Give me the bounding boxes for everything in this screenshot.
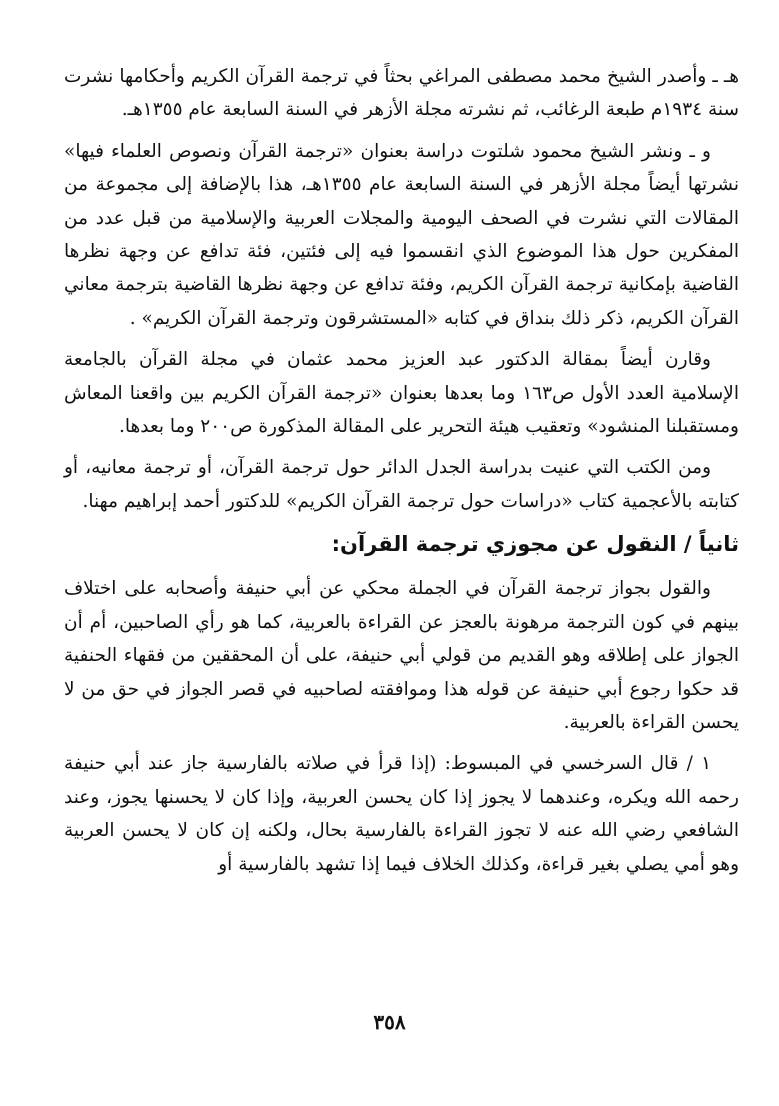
section-heading: ثانياً / النقول عن مجوزي ترجمة القرآن:: [331, 532, 739, 557]
page-number: ٣٥٨: [373, 1010, 406, 1034]
paragraph-abdulaziz-uthman: وقارن أيضاً بمقالة الدكتور عبد العزيز محمد عثمان في مجلة القرآن بالجامعة الإسلامية العدد الأول ص١٦٣ وما بعدها بعنوان «ترجمة القرآن الكريم بين واقعنا المعاش ومستقبلنا المنشود» وتعقيب هيئة التحرير على المقالة المذكورة ص٢٠٠ وما بعدها.: [64, 349, 739, 438]
paragraph-shaltut: و ـ ونشر الشيخ محمود شلتوت دراسة بعنوان «ترجمة القرآن ونصوص العلماء فيها» نشرتها أيضاً مجلة الأزهر في السنة السابعة عام ١٣٥٥هـ، هذا بالإضافة إلى مجموعة من المقالات التي نشرت في الصحف اليومية والمجلات العربية والإسلامية من قبل عدد من المفكرين حول هذا الموضوع الذي انقسموا فيه إلى فئتين، فئة تدافع عن وجهة نظرها القاضية بإمكانية ترجمة القرآن الكريم، وفئة تدافع عن وجهة نظرها القاضية بترجمة معاني القرآن الكريم، ذكر ذلك بنداق في كتابه «المستشرقون وترجمة القرآن الكريم» .: [64, 140, 739, 329]
paragraph-al-maraghi: هـ ـ وأصدر الشيخ محمد مصطفى المراغي بحثاً في ترجمة القرآن الكريم وأحكامها نشرت سنة ١٩٣٤م طبعة الرغائب، ثم نشرته مجلة الأزهر في السنة السابعة عام ١٣٥٥هـ.: [64, 66, 739, 121]
paragraph-books: ومن الكتب التي عنيت بدراسة الجدل الدائر حول ترجمة القرآن، أو ترجمة معانيه، أو كتابته بالأعجمية كتاب «دراسات حول ترجمة القرآن الكريم» للدكتور أحمد إبراهيم مهنا.: [64, 457, 739, 512]
page-body: [64, 60, 739, 889]
paragraph-sarakhsi-quote: ١ / قال السرخسي في المبسوط: (إذا قرأ في صلاته بالفارسية جاز عند أبي حنيفة رحمه الله ويكره، وعندهما لا يجوز إذا كان يحسن العربية، وإذا كان لا يحسنها يجوز، وعند الشافعي رضي الله عنه لا تجوز القراءة بالفارسية بحال، ولكنه إن كان لا يحسن العربية وهو أمي يصلي بغير قراءة، وكذلك الخلاف فيما إذا تشهد بالفارسية أو: [64, 753, 739, 875]
paragraph-abu-hanifa: والقول بجواز ترجمة القرآن في الجملة محكي عن أبي حنيفة وأصحابه على اختلاف بينهم في كون الترجمة مرهونة بالعجز عن القراءة بالعربية، كما هو رأي الصاحبين، أم أن الجواز على إطلاقه وهو القديم من قولي أبي حنيفة، على أن المحققين من فقهاء الحنفية قد حكوا رجوع أبي حنيفة عن قوله هذا وموافقته لصاحبيه في قصر الجواز في حق من لا يحسن القراءة بالعربية.: [64, 578, 739, 733]
